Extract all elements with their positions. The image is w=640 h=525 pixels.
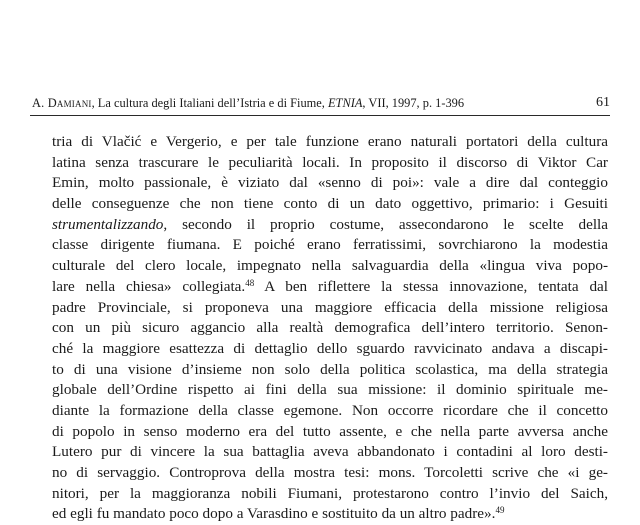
text-line: lare nella chiesa» collegiata.$^{48}$ A ben riflettere la stessa innovazione, tentata dal [52, 277, 609, 295]
header-rule [30, 115, 610, 116]
footnote-marker: 49 [495, 505, 505, 516]
text-line: culturale del clero locale, impegnato nella salvaguardia della «lingua viva popo- [52, 257, 608, 275]
text-line: to di una visione d’insieme non solo della politica scolastica, ma della strategia [52, 360, 608, 378]
footnote-marker: 48 [245, 277, 255, 288]
text-line: delle conseguenze che non tiene conto di un dato oggettivo, primario: i Gesuiti [52, 195, 608, 213]
text-line: ed egli fu mandato poco dopo a Varasdino e sostituito da un altro padre».$^{49}$ [52, 505, 505, 523]
text-line: classe dirigente fiumana. E poiché erano ferratissimi, sovrchiarono la modestia [52, 236, 608, 254]
body-paragraph [52, 132, 608, 525]
text-line: strumentalizzando, secondo il proprio costume, assecondarono le scelte della [52, 215, 608, 233]
text-line: ché la maggiore esattezza di dettaglio dello sguardo ravvicinato andava a discapi- [52, 339, 608, 357]
text-line: Lutero pur di vincere la sua battaglia aveva abbandonato i contadini al loro desti- [52, 443, 608, 461]
header-journal: ETNIA [327, 96, 363, 110]
text-line: di popolo in senso moderno era del tutto assente, e che nella parte avversa anche [52, 422, 608, 440]
emphasis-word: strumentalizzando [52, 215, 164, 233]
text-line: con un più sicuro aggancio alla realtà demografica dell’intero territorio. Senon- [52, 319, 608, 337]
text-line: latina senza trascurare le peculiarità locali. In proposito il discorso di Viktor Car [52, 153, 608, 171]
header-citation: , VII, 1997, p. 1-396 [362, 96, 465, 110]
text-line: tria di Vlačić e Vergerio, e per tale funzione erano naturali portatori della cultura [52, 133, 608, 150]
text-line: Emin, molto passionale, è viziato dal «senno di poi»: vale a dire dal conteggio [52, 174, 608, 192]
header-title: , La cultura degli Italiani dell’Istria e di Fiume, [91, 96, 328, 110]
page-number: 61 [596, 95, 610, 110]
text-line: globale dell’Ordine rispetto ai fini della sua missione: il dominio spirituale me- [52, 381, 608, 399]
text-line: diante la formazione della classe egemone. Non occorre ricordare che il concetto [52, 401, 608, 419]
text-line: padre Provinciale, si proponeva una maggiore efficacia della missione religiosa [52, 298, 608, 316]
header-author: A. Damiani [32, 96, 92, 110]
text-line: no di servaggio. Controprova della mostra tesi: mons. Torcoletti scrive che «i ge- [52, 464, 608, 481]
running-head [32, 92, 610, 114]
text-line: nitori, per la maggioranza nobili Fiumani, protestarono contro l’invio del Saich, [52, 484, 608, 502]
